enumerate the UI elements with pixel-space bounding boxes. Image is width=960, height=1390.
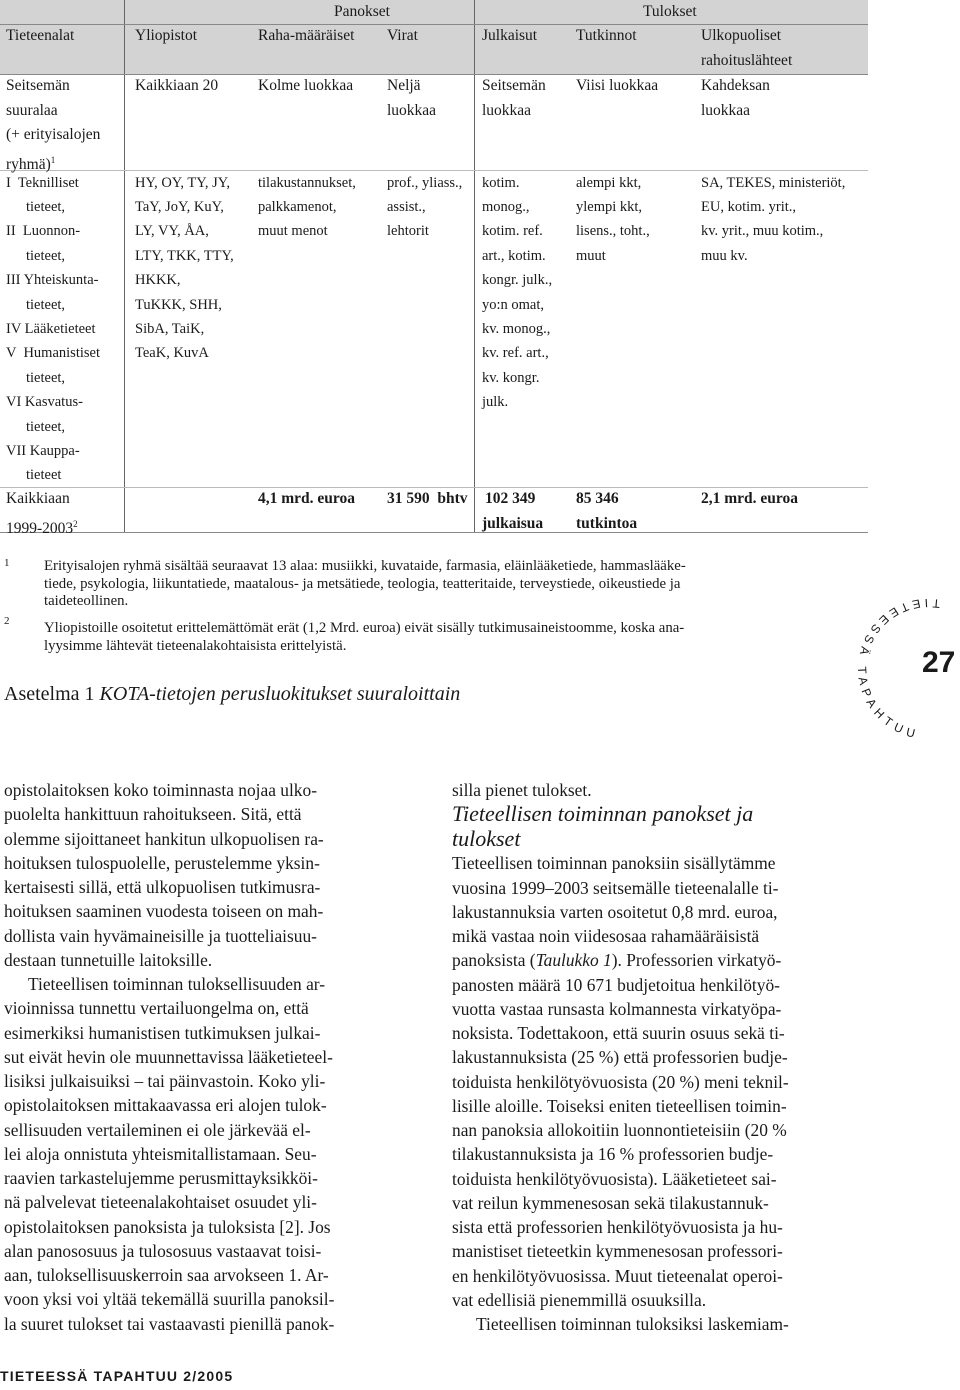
left-paragraph-2 (4, 972, 420, 1336)
table-cell-line: EU, kotim. yrit., (701, 198, 797, 215)
table-cell-line: kv. kongr. (482, 369, 540, 386)
row1-tieteenalat: suuralaa (6, 101, 58, 119)
col-header-raha: Raha-määräiset (258, 27, 355, 44)
table-cell-line: tieteet (26, 467, 62, 484)
arc-text: TIETEESSÄ TAPAHTUU (854, 595, 941, 742)
row3-period: 1999-2003$^2$ (6, 518, 78, 537)
text-line: lei aloja onnistuta yhteismitallistamaan. Seu- (4, 1143, 317, 1164)
right-paragraph-1-rest (452, 973, 868, 1313)
row3-ulkopuoliset: 2,1 mrd. euroa (701, 490, 799, 507)
row3-kaikkiaan: Kaikkiaan (6, 490, 70, 507)
text-line: manistiset tieteetkin kymmenesosan professori- (452, 1241, 783, 1262)
footnote-mark: 2 (73, 518, 78, 529)
table-cell-line: lisens., toht., (576, 223, 650, 240)
text-line: Tieteellisen toiminnan panoksiin sisällytämme (452, 853, 776, 874)
table-cell-line: muut menot (258, 223, 328, 240)
text-line: lakustannuksia varten osoitetut 0,8 mrd. euroa, (452, 901, 778, 922)
col-header-tieteenalat: Tieteenalat (6, 27, 75, 44)
text-line: opistolaitoksen koko toiminnasta nojaa ulko- (4, 780, 317, 800)
row1-julkaisut: Seitsemän (482, 77, 546, 94)
table-cell-line: IV Lääketieteet (6, 320, 96, 337)
text-line: hoituksen tulospuolelle, perustelemme yksin- (4, 852, 320, 873)
row3-virat: 31 590 bhtv (387, 490, 468, 507)
text-line: vuotta vastaa runsasta kolmannesta virkatyöpa- (452, 998, 782, 1019)
left-paragraph-1 (4, 778, 420, 972)
text-line: vioinnissa tunnettu vertailuongelma on, että (4, 998, 309, 1019)
row3-tutkinnot: 85 346 (576, 490, 619, 507)
text-line: puolelta hankittuun rahoitukseen. Sitä, että (4, 804, 302, 825)
text-line: hoituksen saaminen vuodesta toiseen on mah- (4, 901, 324, 922)
text-line: nä palvelevat tieteenalakohtaiset osuudet yli- (4, 1192, 317, 1213)
table-cell-line: kv. yrit., muu kotim., (701, 223, 824, 240)
text-line: aan, tuloksellisuuskerroin saa arvokseen 1. Ar- (4, 1265, 329, 1285)
table-cell-line: kotim. (482, 174, 520, 191)
text-line: lakustannuksista (25 %) että professorien budje- (452, 1047, 788, 1068)
row3-julkaisut: julkaisua (482, 514, 544, 532)
table-cell-line: tieteet, (26, 418, 66, 435)
table-cell-line: kotim. ref. (482, 223, 543, 240)
text-line: raavien tarkastelujemme perusmittayksikköi- (4, 1168, 318, 1188)
text-line: voon yksi voi yltää tekemällä suurilla panoksil- (4, 1289, 335, 1310)
footnote-number: 2 (4, 615, 10, 627)
table-cell-line: monog., (482, 198, 530, 215)
table-cell-line: HKKK, (135, 272, 181, 289)
table-cell-line: tieteet, (26, 247, 66, 264)
table-cell-line: palkkamenot, (258, 198, 337, 215)
row1-ulkopuoliset: Kahdeksan (701, 77, 770, 94)
table-cell-line: assist., (387, 198, 426, 215)
row1-virat: luokkaa (387, 101, 437, 119)
text-line: kertaisesti sillä, että ulkopuolisen tutkimusra- (4, 877, 321, 897)
col-header-ulkopuoliset: Ulkopuoliset (701, 27, 782, 44)
table-cell-line: ylempi kkt, (576, 198, 643, 215)
row1-ulkopuoliset: luokkaa (701, 101, 751, 119)
text-line: vat edellisiä pienemmillä osuuksilla. (452, 1289, 707, 1310)
text-line: opistolaitoksen mittakaavassa eri alojen tulok- (4, 1095, 327, 1116)
footnote-2: Yliopistoille osoitetut erittelemättömät erät (1,2 Mrd. euroa) eivät sisälly tutkimusaineistoomme, koska ana- lyysimme lähtevät tieteenalakohtaisista erittelyistä. (44, 620, 685, 654)
page-number: 27 (922, 646, 956, 679)
table-cell-line: V Humanistiset (6, 345, 100, 362)
text-line: dollista vain hyvämaineisille ja tuotteliaisuu- (4, 925, 317, 946)
table-group-header-band (0, 0, 868, 24)
text-line: tilakustannuksista ja 16 % professorien budje- (452, 1144, 774, 1165)
text-line: opistolaitoksen panoksista ja tuloksista [2]. Jos (4, 1216, 331, 1237)
row1-yliopistot: Kaikkiaan 20 (135, 77, 219, 94)
footnote-1: Erityisalojen ryhmä sisältää seuraavat 13 alaa: musiikki, kuvataide, farmasia, eläinlääketiede, hammaslääke- tiede, psykologia, liikuntatiede, maatalous- ja metsätiede, teologia, teatteritaide, terveystiede, oikeustiede ja taideteollinen. (44, 558, 686, 609)
row1-tieteenalat: ryhmä)$^1$ (6, 154, 56, 173)
right-paragraph-1 (452, 851, 868, 948)
group-header-panokset: Panokset (334, 3, 390, 20)
text-line: nan panoksia allokoitiin luonnontieteisiin (20 % (452, 1120, 787, 1140)
col-header-tutkinnot: Tutkinnot (576, 27, 637, 44)
caption-label: Asetelma 1 (4, 683, 95, 705)
table-divider (124, 0, 125, 532)
row1-tieteenalat: (+ erityisalojen (6, 126, 101, 143)
table-cell-line: tilakustannukset, (258, 174, 356, 191)
text-line: panosten määrä 10 671 budjetoitua henkilötyö- (452, 974, 780, 995)
table-cell-line: LTY, TKK, TTY, (135, 247, 234, 264)
table-cell-line: julk. (482, 394, 509, 411)
text-line: noksista. Todettakoon, että suurin osuus sekä ti- (452, 1023, 785, 1043)
text-line: toiduista henkilötyövuosista). Lääketieteet sai- (452, 1168, 777, 1189)
figure-caption (4, 683, 460, 706)
table-cell-line: lehtorit (387, 223, 429, 240)
footnote-number: 1 (4, 557, 10, 569)
table-reference: Taulukko 1 (535, 950, 612, 971)
right-paragraph-1-taulukko-line: panoksista (Taulukko 1). Professorien virkatyö- (452, 950, 782, 971)
caption-title: KOTA-tietojen perusluokitukset suuraloittain (99, 683, 461, 705)
text-line: sut eivät hevin ole muunnettavissa lääketieteel- (4, 1046, 333, 1067)
row1-virat: Neljä (387, 77, 421, 94)
group-header-tulokset: Tulokset (643, 3, 697, 20)
row1-julkaisut: luokkaa (482, 101, 532, 119)
text-line: sista että professorien henkilötyövuosista ja hu- (452, 1217, 783, 1237)
table-cell-line: VII Kauppa- (6, 442, 80, 459)
table-cell-line: kv. ref. art., (482, 345, 549, 362)
table-cell-line: tieteet, (26, 296, 66, 313)
text-line: esimerkiksi humanistisen tutkimuksen julkai- (4, 1022, 321, 1043)
table-cell-line: II Luonnon- (6, 223, 81, 240)
magazine-footer: TIETEESSÄ TAPAHTUU 2/2005 (0, 1368, 234, 1384)
text-line: sellisuuden vertaileminen ei ole järkevää el- (4, 1119, 311, 1140)
text-line: la suuret tulokset tai vastaavasti pienillä panok- (4, 1313, 335, 1334)
table-cell-line: SA, TEKES, ministeriöt, (701, 174, 846, 191)
row1-tieteenalat: Seitsemän (6, 77, 70, 94)
text-line: lisiksi julkaisuiksi – tai päinvastoin. Koko yli- (4, 1071, 326, 1091)
table-cell-line: SibA, TaiK, (135, 320, 205, 337)
right-column (452, 778, 868, 1336)
text-line: vuosina 1999–2003 seitsemälle tieteenalalle ti- (452, 877, 779, 898)
table-cell-line: kv. monog., (482, 320, 551, 337)
row1-tutkinnot: Viisi luokkaa (576, 77, 659, 94)
table-cell-line: art., kotim. (482, 247, 546, 264)
col-header-yliopistot: Yliopistot (135, 27, 198, 44)
text-line: destaan tunnetuille laitoksille. (4, 949, 213, 970)
text-line: olemme sijoittaneet hankitun ulkopuolisen ra- (4, 828, 324, 849)
table-cell-line: alempi kkt, (576, 174, 642, 191)
table-cell-line: TaY, JoY, KuY, (135, 198, 224, 215)
table-cell-line: muu kv. (701, 247, 748, 264)
text-line: vat reilun kymmenesosan sekä tilakustannuk- (452, 1192, 769, 1213)
text-line: en henkilötyövuosissa. Muut tieteenalat operoi- (452, 1265, 783, 1286)
text-line: lisille aloille. Toiseksi eniten tieteellisen toimin- (452, 1095, 787, 1116)
col-header-virat: Virat (387, 27, 418, 44)
row3-tutkinnot: tutkintoa (576, 514, 638, 532)
text-line: mikä vastaa noin viidesosaa rahamääräisistä (452, 926, 760, 946)
table-cell-line: TeaK, KuvA (135, 345, 209, 362)
text-line: Tieteellisen toiminnan tuloksellisuuden ar- (28, 974, 326, 994)
left-column (4, 778, 420, 1336)
table-cell-line: prof., yliass., (387, 174, 463, 191)
table-cell-line: yo:n omat, (482, 296, 545, 313)
table-cell-line: tieteet, (26, 198, 66, 215)
right-paragraph-2-start: Tieteellisen toiminnan tuloksiksi laskemiam- (476, 1314, 789, 1334)
table-divider (474, 0, 475, 532)
table-cell-line: tieteet, (26, 369, 66, 386)
table-cell-line: LY, VY, ÅA, (135, 223, 209, 240)
table-rule (0, 532, 868, 533)
section-heading: Tieteellisen toiminnan panokset ja tulokset (452, 801, 754, 851)
row3-raha: 4,1 mrd. euroa (258, 490, 356, 507)
text-line: alan panososuus ja tulososuus vastaavat toisi- (4, 1240, 322, 1261)
table-cell-line: VI Kasvatus- (6, 394, 83, 411)
table-cell-line: I Teknilliset (6, 174, 79, 191)
row1-raha: Kolme luokkaa (258, 77, 354, 94)
text-line: toiduista henkilötyövuosista (20 %) meni teknil- (452, 1071, 789, 1092)
footnote-mark: 1 (50, 154, 56, 165)
right-line-1: silla pienet tulokset. (452, 780, 592, 800)
row3-julkaisut: 102 349 (485, 490, 536, 507)
col-header-julkaisut: Julkaisut (482, 27, 538, 44)
col-header-ulkopuoliset-2: rahoituslähteet (701, 52, 793, 69)
table-cell-line: HY, OY, TY, JY, (135, 174, 230, 191)
table-cell-line: TuKKK, SHH, (135, 296, 222, 313)
table-cell-line: III Yhteiskunta- (6, 272, 99, 289)
table-cell-line: kongr. julk., (482, 272, 553, 289)
table-cell-line: muut (576, 247, 606, 264)
